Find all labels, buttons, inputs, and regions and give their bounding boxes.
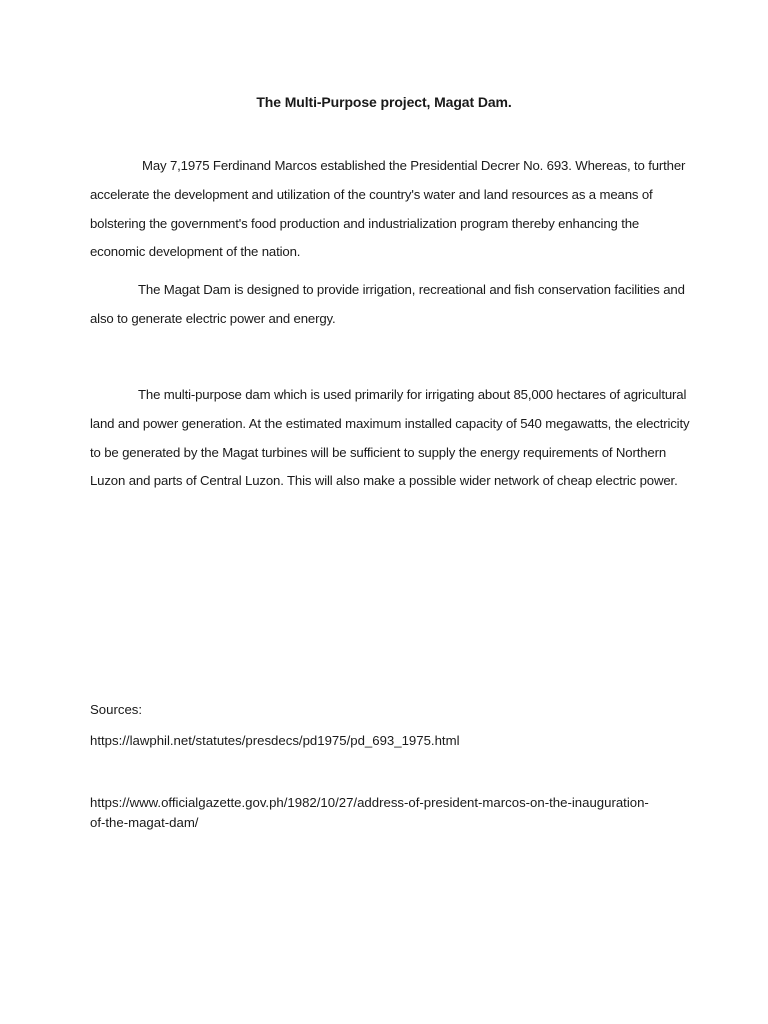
paragraph-text: May 7,1975 Ferdinand Marcos established the Presidential Decrer No. 693. Whereas, to further accelerate the development and utilization of the country's water and land resources as a means of bolstering the government's food production and industrialization program thereby enhancing the economic development of the nation. <box>90 158 686 260</box>
paragraph-decree <box>90 152 690 267</box>
source-link-lawphil[interactable]: https://lawphil.net/statutes/presdecs/pd1975/pd_693_1975.html <box>90 733 460 748</box>
source-link-officialgazette[interactable]: https://www.officialgazette.gov.ph/1982/10/27/address-of-president-marcos-on-the-inauguration-of-the-magat-dam/ <box>90 795 649 830</box>
sources-label: Sources: <box>90 702 143 717</box>
paragraph-text: The Magat Dam is designed to provide irrigation, recreational and fish conservation facilities and also to generate electric power and energy. <box>90 282 685 326</box>
paragraph-design <box>90 276 690 334</box>
paragraph-text: The multi-purpose dam which is used primarily for irrigating about 85,000 hectares of agricultural land and power generation. At the estimated maximum installed capacity of 540 megawatts, the electricity to be generated by the Magat turbines will be sufficient to supply the energy requirements of Northern Luzon and parts of Central Luzon. This will also make a possible wider network of cheap electric power. <box>90 387 690 489</box>
document-title: The Multi-Purpose project, Magat Dam. <box>256 94 512 110</box>
paragraph-capacity <box>90 381 690 496</box>
